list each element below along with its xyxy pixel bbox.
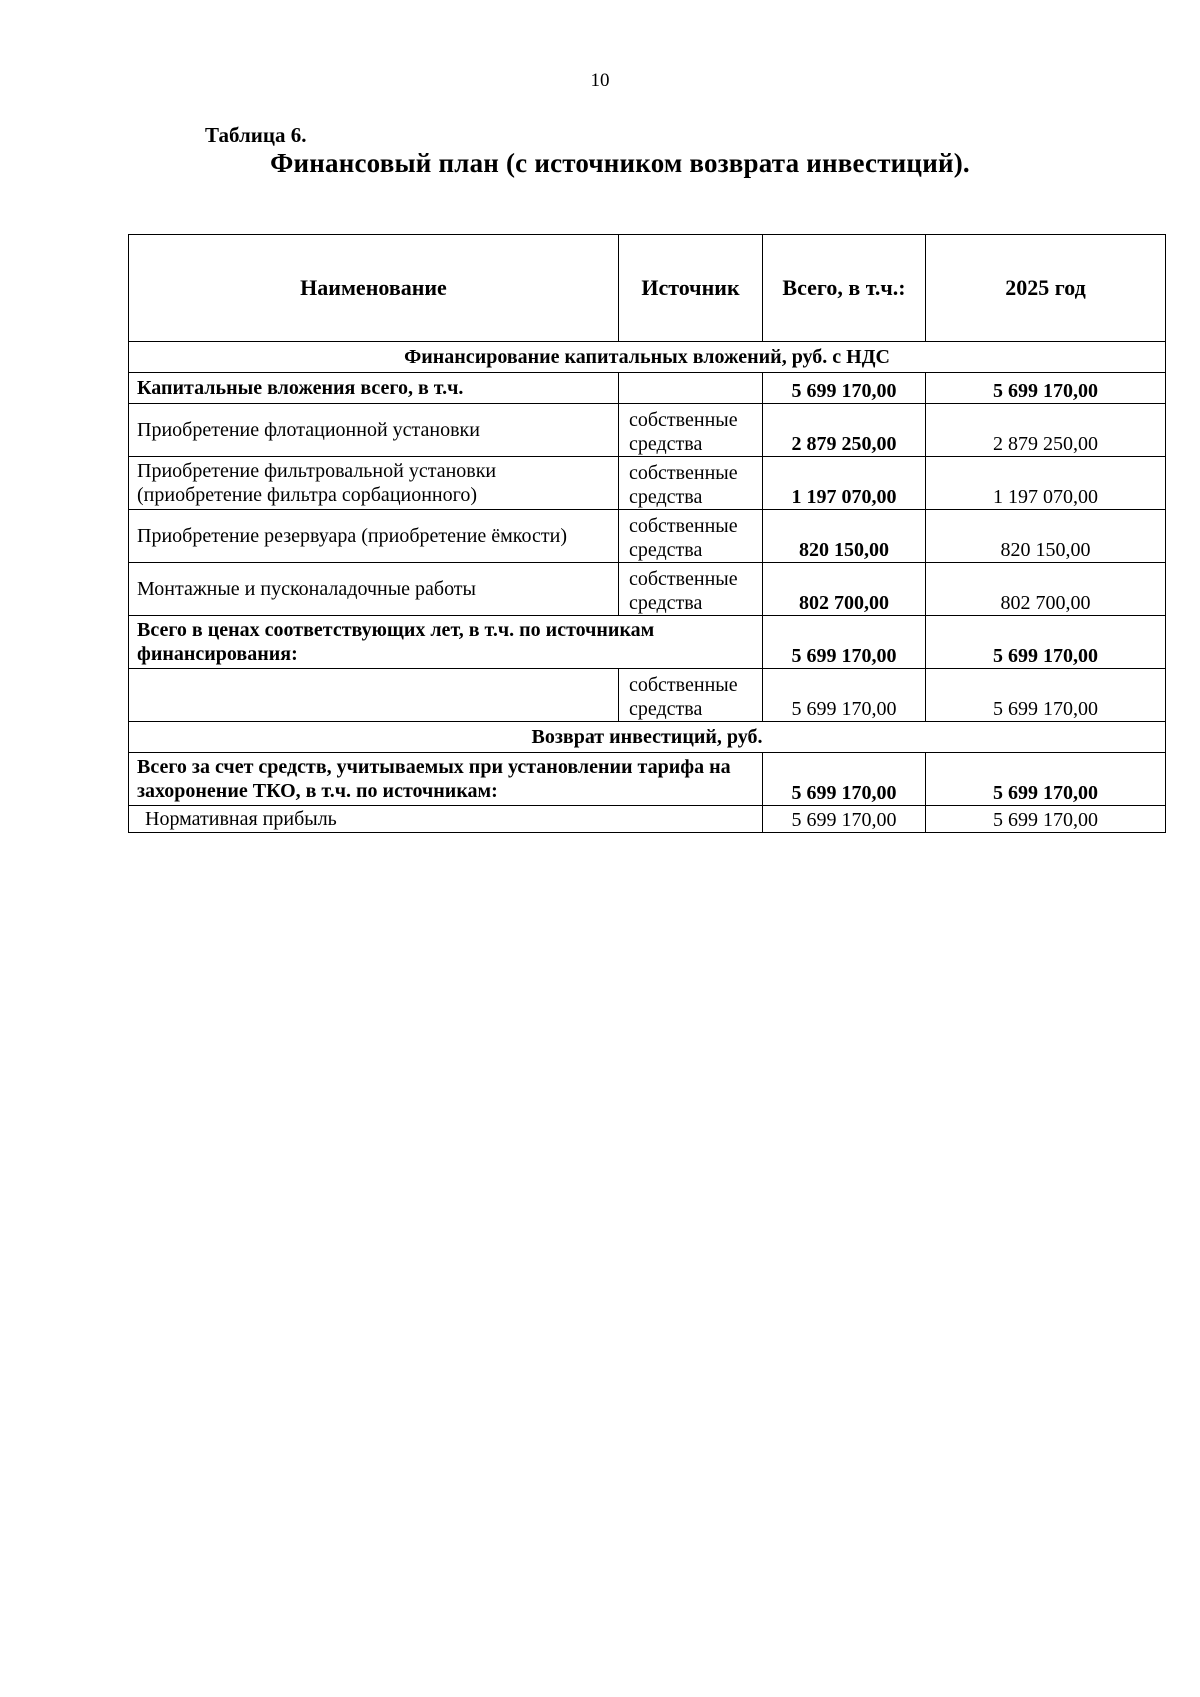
row-source: собственные средства: [619, 669, 763, 722]
row-name: Монтажные и пусконаладочные работы: [129, 563, 619, 616]
row-total: 5 699 170,00: [763, 753, 926, 806]
row-source: собственные средства: [619, 563, 763, 616]
row-total: 820 150,00: [763, 510, 926, 563]
table-row: [129, 457, 1166, 510]
header-total: Всего, в т.ч.:: [763, 235, 926, 342]
row-year: 802 700,00: [926, 563, 1166, 616]
table-row: [129, 806, 1166, 833]
row-name: [129, 669, 619, 722]
table-row: [129, 669, 1166, 722]
section-investment-return: Возврат инвестиций, руб.: [129, 722, 1166, 753]
row-source: [619, 373, 763, 404]
row-name: Всего за счет средств, учитываемых при установлении тарифа на захоронение ТКО, в т.ч. по источникам:: [129, 753, 763, 806]
page-number: 10: [590, 70, 610, 91]
header-year: 2025 год: [926, 235, 1166, 342]
row-total: 5 699 170,00: [763, 616, 926, 669]
row-total: 5 699 170,00: [763, 669, 926, 722]
table-row: [129, 404, 1166, 457]
row-year: 5 699 170,00: [926, 373, 1166, 404]
row-year: 5 699 170,00: [926, 806, 1166, 833]
table-header-row: [129, 235, 1166, 342]
financial-plan-table: [128, 234, 1166, 833]
header-source: Источник: [619, 235, 763, 342]
table-row: [129, 373, 1166, 404]
table-row: [129, 563, 1166, 616]
row-year: 1 197 070,00: [926, 457, 1166, 510]
row-total: 802 700,00: [763, 563, 926, 616]
row-name: Приобретение резервуара (приобретение ёмкости): [129, 510, 619, 563]
row-name: Приобретение фильтровальной установки (приобретение фильтра сорбационного): [129, 457, 619, 510]
section-row: [129, 722, 1166, 753]
row-total: 5 699 170,00: [763, 373, 926, 404]
row-name: Приобретение флотационной установки: [129, 404, 619, 457]
row-source: собственные средства: [619, 457, 763, 510]
row-total: 2 879 250,00: [763, 404, 926, 457]
row-total: 1 197 070,00: [763, 457, 926, 510]
row-year: 5 699 170,00: [926, 669, 1166, 722]
section-capital-financing: Финансирование капитальных вложений, руб. с НДС: [129, 342, 1166, 373]
table-label: Таблица 6.: [205, 123, 307, 147]
row-source: собственные средства: [619, 404, 763, 457]
header-name: Наименование: [129, 235, 619, 342]
row-year: 5 699 170,00: [926, 616, 1166, 669]
table-row: [129, 753, 1166, 806]
row-total: 5 699 170,00: [763, 806, 926, 833]
row-name: Капитальные вложения всего, в т.ч.: [129, 373, 619, 404]
row-year: 5 699 170,00: [926, 753, 1166, 806]
row-year: 2 879 250,00: [926, 404, 1166, 457]
row-name: Нормативная прибыль: [129, 806, 763, 833]
document-title: Финансовый план (с источником возврата инвестиций).: [270, 148, 970, 178]
row-year: 820 150,00: [926, 510, 1166, 563]
table-row: [129, 510, 1166, 563]
row-name: Всего в ценах соответствующих лет, в т.ч. по источникам финансирования:: [129, 616, 763, 669]
table-row: [129, 616, 1166, 669]
section-row: [129, 342, 1166, 373]
row-source: собственные средства: [619, 510, 763, 563]
